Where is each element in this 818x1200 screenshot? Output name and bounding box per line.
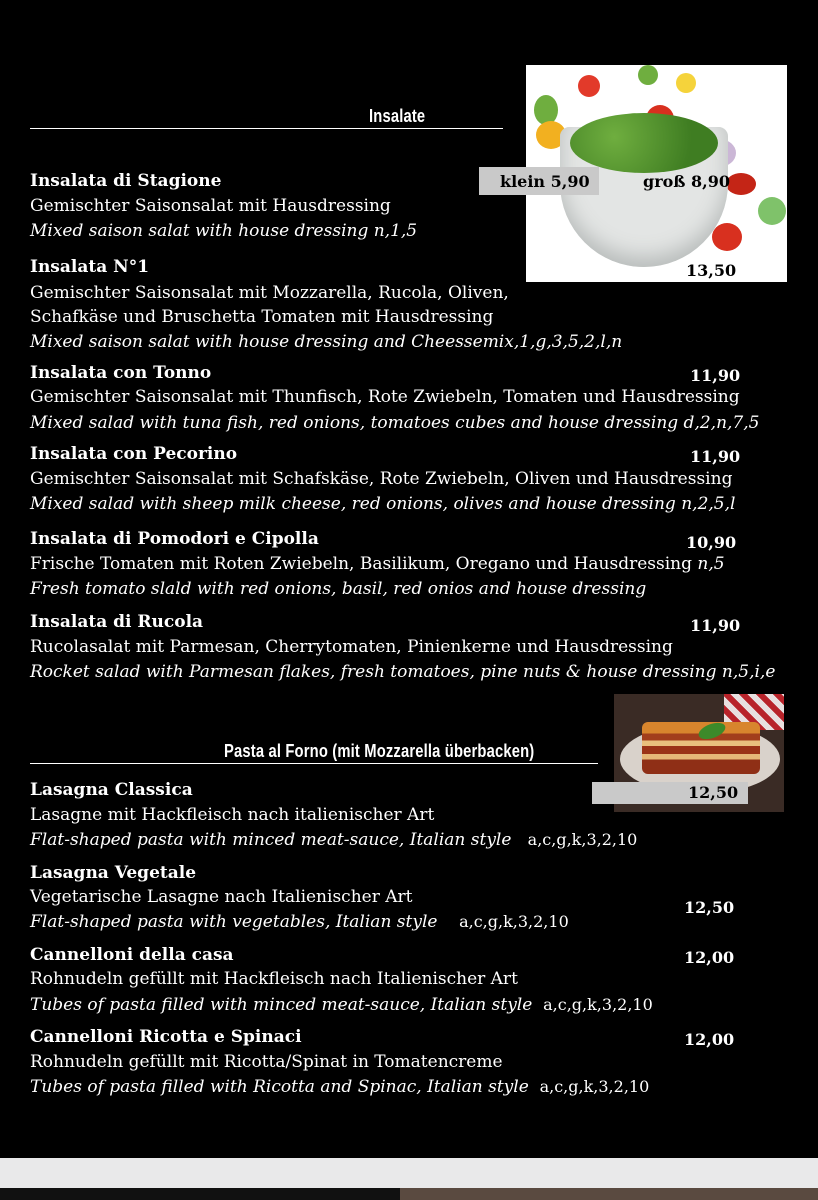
- item-price: 13,50: [686, 261, 737, 280]
- item-description-de: Gemischter Saisonsalat mit Mozzarella, Rucola, Oliven,: [30, 283, 509, 303]
- item-price: 12,50: [688, 783, 739, 802]
- item-description-en: Fresh tomato slald with red onions, basil, red onios and house dressing: [30, 579, 647, 599]
- item-description-en: Mixed salad with sheep milk cheese, red onions, olives and house dressing n,2,5,l: [30, 494, 736, 514]
- price-large: groß 8,90: [643, 172, 730, 191]
- item-name: Insalata con Pecorino: [30, 444, 238, 464]
- item-description-en: Mixed saison salat with house dressing n,1,5: [30, 221, 418, 241]
- item-name: Insalata con Tonno: [30, 363, 212, 383]
- item-name: Cannelloni Ricotta e Spinaci: [30, 1027, 302, 1047]
- item-description-en: Flat-shaped pasta with vegetables, Italian style a,c,g,k,3,2,10: [30, 912, 569, 932]
- item-description-en: Mixed saison salat with house dressing and Cheessemix,1,g,3,5,2,l,n: [30, 332, 623, 352]
- item-allergens: a,c,g,k,3,2,10: [459, 912, 569, 931]
- item-description-de: Gemischter Saisonsalat mit Hausdressing: [30, 196, 391, 216]
- next-page-edge: [0, 1188, 818, 1200]
- item-allergens: a,c,g,k,3,2,10: [539, 1077, 650, 1096]
- pasta-heading-rule: [30, 763, 598, 764]
- item-description-de: Gemischter Saisonsalat mit Schafskäse, Rote Zwiebeln, Oliven und Hausdressing: [30, 469, 733, 489]
- item-price: 12,50: [684, 898, 735, 917]
- item-description-de: Rohnudeln gefüllt mit Ricotta/Spinat in Tomatencreme: [30, 1052, 503, 1072]
- item-description-en: Tubes of pasta filled with minced meat-sauce, Italian style a,c,g,k,3,2,10: [30, 995, 653, 1015]
- item-description-de: Lasagne mit Hackfleisch nach italienischer Art: [30, 805, 435, 825]
- salads-heading-rule: [30, 128, 503, 129]
- item-price: 10,90: [686, 533, 737, 552]
- item-allergens: a,c,g,k,3,2,10: [527, 830, 638, 849]
- pasta-heading: Pasta al Forno (mit Mozzarella überbacken): [224, 741, 535, 761]
- item-name: Lasagna Classica: [30, 780, 193, 800]
- item-description-en: Tubes of pasta filled with Ricotta and Spinac, Italian style a,c,g,k,3,2,10: [30, 1077, 650, 1097]
- item-price: 11,90: [690, 447, 741, 466]
- item-description-de: Rohnudeln gefüllt mit Hackfleisch nach Italienischer Art: [30, 969, 518, 989]
- item-description-de: Vegetarische Lasagne nach Italienischer Art: [30, 887, 413, 907]
- item-description-en: Mixed salad with tuna fish, red onions, tomatoes cubes and house dressing d,2,n,7,5: [30, 413, 760, 433]
- item-price: 12,00: [684, 1030, 735, 1049]
- item-allergens: a,c,g,k,3,2,10: [543, 995, 653, 1014]
- item-price: 11,90: [690, 366, 741, 385]
- price-small: klein 5,90: [500, 172, 590, 191]
- item-description-en: Flat-shaped pasta with minced meat-sauce, Italian style a,c,g,k,3,2,10: [30, 830, 638, 850]
- item-description-en: Rocket salad with Parmesan flakes, fresh tomatoes, pine nuts & house dressing n,5,i,e: [30, 662, 776, 682]
- item-name: Lasagna Vegetale: [30, 863, 197, 883]
- item-price: 11,90: [690, 616, 741, 635]
- salad-greens: [570, 113, 718, 173]
- item-name: Insalata di Pomodori e Cipolla: [30, 529, 319, 549]
- item-name: Insalata di Stagione: [30, 171, 222, 191]
- item-name: Cannelloni della casa: [30, 945, 234, 965]
- salads-heading: Insalate: [369, 106, 426, 126]
- item-description-de: Gemischter Saisonsalat mit Thunfisch, Rote Zwiebeln, Tomaten und Hausdressing: [30, 387, 740, 407]
- item-description-de: Frische Tomaten mit Roten Zwiebeln, Basilikum, Oregano und Hausdressing n,5: [30, 554, 725, 574]
- item-name: Insalata di Rucola: [30, 612, 204, 632]
- item-description-de-cont: Schafkäse und Bruschetta Tomaten mit Hausdressing: [30, 307, 494, 327]
- item-price: 12,00: [684, 948, 735, 967]
- item-description-de: Rucolasalat mit Parmesan, Cherrytomaten, Pinienkerne und Hausdressing: [30, 637, 673, 657]
- item-allergens: n,5: [697, 554, 725, 574]
- item-name: Insalata N°1: [30, 257, 150, 277]
